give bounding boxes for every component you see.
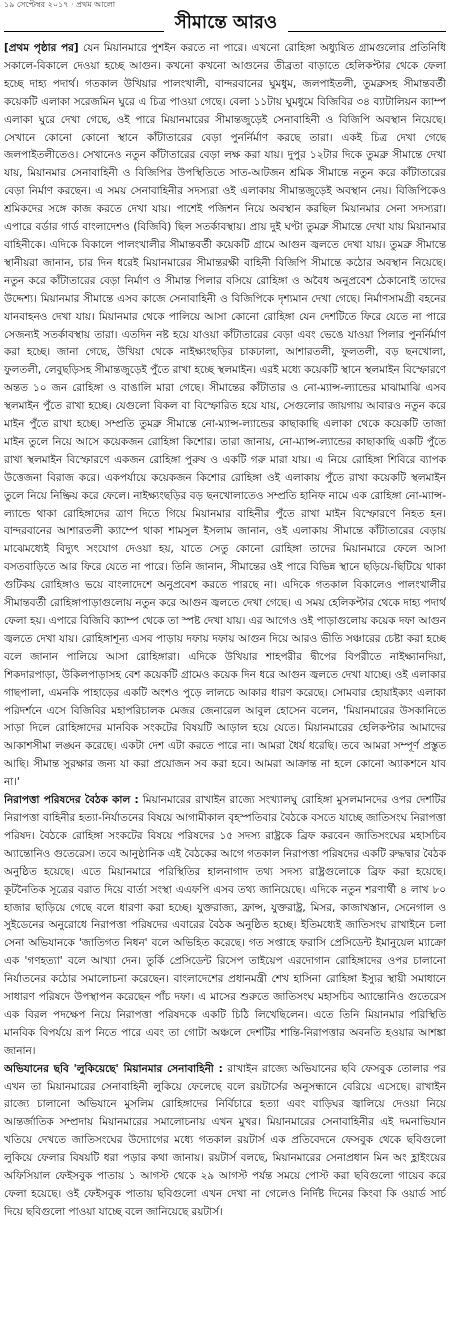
headline-rule-right [288,31,446,32]
paragraph-2-text: মিয়ানমারের রাখাইন রাজ্যে সংখ্যালঘু রোহিঙ্গা মুসলমানদের ওপর দেশটির নিরাপত্তা বাহিনীর হত্যা-নির্যাতনের বিষয়ে আগামীকাল বৃহস্পতিবার বৈঠকে বসতে যাচ্ছে জাতিসংঘ নিরাপত্তা পরিষদ। বৈঠকে রোহিঙ্গা সংকটের বিষয়ে পরিষদের ১৫ সদস্য রাষ্ট্রকে ব্রিফ করবেন জাতিসংঘের মহাসচিব অ্যান্তোনিও গুতেরেস। তবে আনুষ্ঠানিক এই বৈঠকের আগে গতকাল নিরাপত্তা পরিষদের একটি রুদ্ধদ্বার বৈঠক অনুষ্ঠিত হয়েছে। এতে মিয়ানমারে পরিস্থিতির হালনাগাদ তথ্য সদস্য রাষ্ট্রগুলোকে ব্রিফ করা হয়েছে। কূটনৈতিক সূত্রের বরাত দিয়ে বার্তা সংস্থা এএফপি এসব তথ্য জানিয়েছে। এদিকে নতুন শরণার্থী ৪ লাখ ৮০ হাজার ছাড়িয়ে গেছে বলে ধারণা করা হচ্ছে। যুক্তরাজ্য, ফ্রান্স, যুক্তরাষ্ট্র, মিসর, কাজাখস্তান, সেনেগাল ও সুইডেনের অনুরোধে নিরাপত্তা পরিষদের এবারের বৈঠক অনুষ্ঠিত হচ্ছে। ইতিমধ্যেই জাতিসংঘ রাখাইনে চলা সেনা অভিযানকে 'জাতিগত নিধন' বলে অভিহিত করেছে। গত সপ্তাহে ফরাসি প্রেসিডেন্ট ইমানুয়েল ম্যাক্রো এক 'গণহত্যা' বলে আখ্যা দেন। তুর্কি প্রেসিডেন্ট রিসেপ তাইয়েপ এরদোগান রোহিঙ্গাদের ওপর চালানো নির্যাতনের কঠোর সমালোচনা করেছেন। বাংলাদেশের প্রধানমন্ত্রী শেখ হাসিনা রোহিঙ্গা ইস্যুর স্থায়ী সমাধানে সাধারণ পরিষদে উপস্থাপন করেছেন পাঁচ দফা। এ মাসের শুরুতে জাতিসংঘ মহাসচিব অ্যান্তোনিও গুতেরেস এক বিরল পদক্ষেপ নিয়ে নিরাপত্তা পরিষদকে একটি চিঠি লিখেছিলেন। এতে তিনি মিয়ানমার পরিস্থিতি মানবিক বিপর্যয়ে রূপ নিতে পারে এবং তা গোটা অঞ্চলে দেশটির শান্তি-নিরাপত্তার অবনতি হওয়ার আশঙ্কা জানান। [4,794,446,1057]
subhead-security-council: নিরাপত্তা পরিষদের বৈঠক কাল : [4,794,139,807]
article-paragraph-3 [4,1061,446,1222]
paragraph-3-text: রাখাইন রাজ্যে অভিযানের ছবি ফেসবুক তোলার পর এখন তা মিয়ানমারের সেনাবাহিনী লুকিয়ে ফেলেছে বলে রয়টার্সের অনুসন্ধানে বেরিয়ে এসেছে। রাখাইন রাজ্যে চালানো অভিযানে মুসলিম রোহিঙ্গাদের নির্বিচারে হত্যা এবং বাড়িঘর জ্বালিয়ে দেওয়া নিয়ে আন্তর্জাতিক সম্প্রদায় মিয়ানমারের সমালোচনায় এখন মুখর। মিয়ানমারের সেনাবাহিনীর এই দমনাভিযান খতিয়ে দেখতে জাতিসংঘের উদ্যোগের মধ্যে গতকাল রয়টার্স এক প্রতিবেদনে ফেসবুক থেকে ছবিগুলো লুকিয়ে ফেলার বিষয়টি ধরা পড়ার কথা জানায়। রয়টার্স বলছে, মিয়ানমারের সেনাপ্রধান মিন অং হ্লাইংয়ের অফিসিয়াল ফেইসবুক পাতায় ১ আগস্ট থেকে ২৯ আগস্ট পর্যন্ত সময়ে পোস্ট করা ছবিগুলো গায়েব করে ফেলা হয়েছে। ওই ফেইসবুক পাতায় ছবিগুলো এখন দেখা না গেলেও নির্দিষ্ট দিনের কিংবা কি ওয়ার্ড সার্চ দিয়ে ছবিগুলো পাওয়া যাচ্ছে বলে জানিয়েছে রয়টার্স। [4,1062,446,1218]
headline: সীমান্তে আরও [174,12,278,33]
headline-block [0,10,450,36]
cut-off-masthead-text: ১৯ সেপ্টেম্বর ২০১৭ · প্রথম আলো [4,0,116,9]
cut-off-bottom-fragment [4,1316,444,1323]
headline-rule-left [4,31,164,32]
subhead-photos-hidden: অভিযানের ছবি 'লুকিয়েছে' মিয়ানমার সেনাবাহিনী : [4,1062,223,1075]
article-paragraph-1 [4,40,446,792]
paragraph-1-text: যেন মিয়ানমারে পুশইন করতে না পারে। এখনো রোহিঙ্গা অধ্যুষিত গ্রামগুলোর প্রতিনিধি সকালে-বিকালে দেওয়া হচ্ছে আগুন। কখনো কখনো আগুনের তীব্রতা বাড়াতে হেলিকপ্টার থেকে ফেলা হচ্ছে দাহ্য পদার্থ। গতকাল উখিয়ার পালংখালী, বান্দরবানের ঘুমধুম, জলপাইতলী, তুমব্রুসহ সীমান্তবর্তী কয়েকটি এলাকা সরেজমিন ঘুরে এ চিত্র পাওয়া গেছে। বেলা ১১টায় ঘুমধুমে বিজিবির ৩৪ ব্যাটালিয়ন ক্যাম্প এলাকা ঘুরে দেখা গেছে, ওই পারে মিয়ানমারের সীমান্তজুড়েই সেনাবাহিনী ও বিজিপি অবস্থান নিয়েছে। সেখানে কোনো কোনো স্থানে কাঁটাতারের বেড়া পুনর্নির্মাণ করছে তারা। একই চিত্র দেখা গেছে জলপাইতলীতেও। সেখানেও নতুন কাঁটাতারের বেড়া লক্ষ করা যায়। দুপুর ১২টার দিকে তুমব্রু সীমান্তে দেখা যায়, মিয়ানমার সেনাবাহিনী ও বিজিপির উপস্থিতিতে সাত-আটজন শ্রমিক সীমান্তে নতুন করে কাঁটাতারের বেড়া নির্মাণ করছেন। এ সময় সেনাবাহিনীর সদস্যরা ওই এলাকায় সীমান্তজুড়েই অবস্থান নেয়। বিজিপিকেও শ্রমিকদের সঙ্গে কাজ করতে দেখা যায়। পাশেই পজিশন নিয়ে অবস্থান করছিল মিয়ানমার সেনা সদস্যরা। এপারে বর্ডার গার্ড বাংলাদেশও (বিজিবি) ছিল সতর্কাবস্থায়। প্রায় দুই ঘণ্টা তুমব্রু সীমান্তে দেখা যায় মিয়ানমার বাহিনীকে। এদিকে বিকালে পালংখালীর সীমান্তবর্তী কয়েকটি গ্রামে আগুন জ্বলতে দেখা যায়। তুমব্রু সীমান্তে স্থানীয়রা জানান, চার দিন ধরেই মিয়ানমারের সীমান্তরক্ষী বাহিনী বিজিপি সীমান্তে কঠোর অবস্থান নিয়েছে। নতুন করে কাঁটাতারের বেড়া নির্মাণ ও সীমান্ত পিলার বসিয়ে রোহিঙ্গা ও অবৈধ অনুপ্রবেশ ঠেকানোই তাদের উদ্দেশ্য। মিয়ানমার সীমান্তে এসব কাজে সেনাবাহিনী ও বিজিপিকে দৃশ্যমান দেখা গেছে। নির্মাণসামগ্রী বহনের যানবাহনও দেখা যায়। মিয়ানমার থেকে পালিয়ে আসা কোনো রোহিঙ্গা যেন দেশটিতে ফিরে যেতে না পারে সেজন্যই সতর্কাবস্থায় তারা। এতদিন নষ্ট হয়ে যাওয়া কাঁটাতারের বেড়া এবং ভেঙে যাওয়া পিলার পুনর্নির্মাণ করা হচ্ছে। জানা গেছে, উখিয়া থেকে নাইক্ষ্যংছড়ির চাকঢালা, আশারতলী, ফুলতলী, বড় ছনখোলা, ফুলতলী, লেবুছড়িসহ সীমান্তজুড়েই পুঁতে রাখা হচ্ছে স্থলমাইন। এরই মধ্যে কয়েকটি স্থানে স্থলমাইন বিস্ফোরণে অন্তত ১০ জন রোহিঙ্গা ও বাঙালি মারা গেছে। সীমান্তের কাঁটাতার ও নো-ম্যান্স-ল্যান্ডের মাঝামাঝি এসব স্থলমাইন পুঁতে রাখা হচ্ছে। যেগুলো বিকল বা বিস্ফোরিত হয়ে যায়, সেগুলোর জায়গায় আবারও নতুন করে মাইন পুঁতে রাখা হচ্ছে। সম্প্রতি তুমব্রু সীমান্তে নো-ম্যান্স-ল্যান্ডের কাছাকাছি এলাকা থেকে কয়েকটি তাজা মাইন তুলে নিয়ে আসে কয়েকজন রোহিঙ্গা কিশোর। তারা জানায়, নো-ম্যান্স-ল্যান্ডের কাছাকাছি একটি পুঁতে রাখা স্থলমাইন বিস্ফোরণে একজন রোহিঙ্গা পুরুষ ও একটি গরু মারা যায়। এ নিয়ে রোহিঙ্গা শিবিরে ব্যাপক উত্তেজনা বিরাজ করে। একপর্যায়ে কয়েকজন কিশোর রোহিঙ্গা ওই এলাকায় পুঁতে রাখা কয়েকটি স্থলমাইন তুলে নিয়ে নিষ্ক্রিয় করে ফেলে। নাইক্ষ্যংছড়ির বড় ছনখোলাতেও সম্প্রতি হানিফ নামে এক রোহিঙ্গা নো-ম্যান্স-ল্যান্ডে থাকা রোহিঙ্গাদের ত্রাণ দিতে গিয়ে মিয়ানমার বাহিনীর পুঁতে রাখা মাইন বিস্ফোরণে নিহত হন। বান্দরবানের আশারতলী ক্যাম্পে থাকা শামসুল ইসলাম জানান, ওই এলাকায় সীমান্তে কাঁটাতারের বেড়ায় মাঝেমধ্যেই বিদ্যুৎ সংযোগ দেওয়া হয়, যাতে সেতু কোনো রোহিঙ্গা তাদের মিয়ানমারে ফেলে আসা বসতবাড়িতে আর ফিরে যেতে না পারে। তিনি জানান, সীমান্তের ওই পারে বিভিন্ন স্থানে ছড়িয়ে-ছিটিয়ে থাকা গুটিকয় রোহিঙ্গাও ভয়ে বাংলাদেশে অনুপ্রবেশ করতে পারছে না। এদিকে গতকাল বিকালেও পালংখালীর সীমান্তবর্তী রোহিঙ্গাপাড়াগুলোয় নতুন করে আগুন জ্বলতে দেখা গেছে। এ সময় হেলিকপ্টার থেকে দাহ্য পদার্থ ফেলা হয়। এপারে বিজিবি ক্যাম্প থেকে তা স্পষ্ট দেখা যায়। এর আগেও ওই পাড়াগুলোয় কয়েক দফা আগুন জ্বলতে দেখা যায়। রোহিঙ্গাশূন্য এসব পাড়ায় দফায় দফায় আগুন দিয়ে আরও ভীতি সঞ্চারের চেষ্টা করা হচ্ছে বলে জানান পালিয়ে আসা রোহিঙ্গারা। এদিকে উখিয়ার শাহপরীর দ্বীপের বিপরীতে নাইক্ষ্যানদিয়া, শিকদারপাড়া, উকিলপাড়াসহ বেশ কয়েকটি গ্রামেও কয়েক দিন ধরে আগুন জ্বলতে দেখা যাচ্ছে। ওই এলাকার গাছপালা, এমনকি পাহাড়ের একটি অংশও পুড়ে লালচে আকার ধারণ করেছে। সোমবার হোয়াইক্যং এলাকা পরিদর্শনে এসে বিজিবির মহাপরিচালক মেজর জেনারেল আবুল হোসেন বলেন, 'মিয়ানমারের উসকানিতে সাড়া দিলে রোহিঙ্গাদের মানবিক সংকটের বিষয়টি আড়াল হয়ে যেতে। মিয়ানমারের হেলিকপ্টার আমাদের আকাশসীমা লঙ্ঘন করেছে। একটা দেশ এটা করতে পারে না। আমরা ধৈর্য ধরেছি। তবে আমরা সম্পূর্ণ প্রস্তুত আছি। সীমান্ত সুরক্ষার জন্য যা করা প্রয়োজন সব করা হবে। আমরা আক্রান্ত না হলে কোনো অ্যাকশনে যাব না।' [4,42,446,789]
article-paragraph-2 [4,792,446,1061]
continuation-tag: [প্রথম পৃষ্ঠার পর] [4,42,79,54]
article-body [4,40,446,1318]
